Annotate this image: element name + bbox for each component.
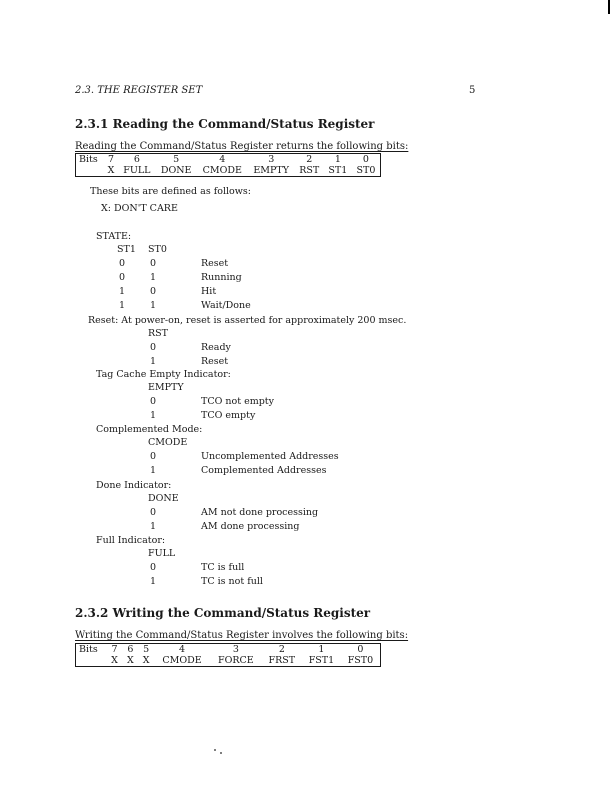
full-description: TC is not full <box>201 576 263 587</box>
reset-field-name: RST <box>148 328 168 339</box>
bit-name: X <box>111 655 118 666</box>
state-description: Wait/Done <box>201 300 251 311</box>
reset-label: Reset: At power-on, reset is asserted for approximately 200 msec. <box>88 315 407 326</box>
writing-intro: Writing the Command/Status Register involves the following bits: <box>75 630 409 641</box>
state-description: Hit <box>201 286 217 297</box>
full-value: 0 <box>150 562 157 573</box>
full-field-name: FULL <box>148 548 176 559</box>
cmode-description: Uncomplemented Addresses <box>201 451 339 462</box>
bit-number: 5 <box>143 644 150 655</box>
state-st0-value: 0 <box>150 258 157 269</box>
bit-name-row <box>76 165 381 177</box>
full-value: 1 <box>150 576 157 587</box>
scan-edge-mark <box>608 0 610 14</box>
bit-name: FST0 <box>347 655 374 666</box>
state-st1-value: 1 <box>119 286 126 297</box>
cmode-label: Complemented Mode: <box>96 424 203 435</box>
bit-name: CMODE <box>162 655 202 666</box>
empty-indicator-label: Tag Cache Empty Indicator: <box>96 369 231 380</box>
state-st1-value: 0 <box>119 258 126 269</box>
bit-number: 4 <box>219 154 226 165</box>
done-value: 1 <box>150 521 157 532</box>
page-number: 5 <box>469 85 476 96</box>
bit-name: ST1 <box>328 165 348 176</box>
bit-number: 2 <box>306 154 313 165</box>
bit-name: X <box>107 165 115 176</box>
bit-number: 4 <box>179 644 186 655</box>
bit-name: X <box>142 655 150 666</box>
scan-speck <box>214 749 216 751</box>
cmode-value: 0 <box>150 451 157 462</box>
bit-number: 1 <box>334 154 341 165</box>
read-bits-table <box>75 153 381 177</box>
reset-description: Reset <box>201 356 229 367</box>
dont-care-text: X: DON'T CARE <box>101 203 178 214</box>
state-col-st0: ST0 <box>148 244 167 255</box>
cmode-field-name: CMODE <box>148 437 188 448</box>
bit-name: FST1 <box>308 655 335 666</box>
bit-number: 7 <box>111 644 118 655</box>
cmode-description: Complemented Addresses <box>201 465 327 476</box>
bits-label: Bits <box>79 154 98 165</box>
bits-defined-text: These bits are defined as follows: <box>90 186 251 197</box>
bit-number: 6 <box>133 154 140 165</box>
bit-number-row <box>76 644 381 656</box>
bit-number: 3 <box>232 644 239 655</box>
empty-value: 1 <box>150 410 157 421</box>
reset-description: Ready <box>201 342 231 353</box>
full-label: Full Indicator: <box>96 535 166 546</box>
bit-name: FRST <box>268 655 296 666</box>
bit-number-row <box>76 154 381 166</box>
write-bits-table <box>75 643 381 667</box>
state-st0-value: 0 <box>150 286 157 297</box>
bit-name: CMODE <box>202 165 242 176</box>
scan-speck <box>220 752 222 754</box>
bit-name: ST0 <box>356 165 376 176</box>
reset-value: 0 <box>150 342 157 353</box>
empty-cell <box>76 655 107 667</box>
done-label: Done Indicator: <box>96 480 172 491</box>
bit-number: 3 <box>268 154 275 165</box>
state-label: STATE: <box>96 231 132 242</box>
cmode-value: 1 <box>150 465 157 476</box>
bits-label: Bits <box>79 644 98 655</box>
full-description: TC is full <box>201 562 245 573</box>
state-description: Running <box>201 272 242 283</box>
running-header: 2.3. THE REGISTER SET <box>75 85 203 96</box>
state-st0-value: 1 <box>150 272 157 283</box>
bit-number: 0 <box>357 644 364 655</box>
bit-number: 6 <box>127 644 134 655</box>
state-col-st1: ST1 <box>117 244 136 255</box>
bit-number: 7 <box>108 154 115 165</box>
bit-name: DONE <box>160 165 192 176</box>
bit-number: 5 <box>173 154 180 165</box>
bit-number: 0 <box>362 154 369 165</box>
bit-name: X <box>126 655 134 666</box>
done-description: AM done processing <box>201 521 300 532</box>
done-field-name: DONE <box>148 493 179 504</box>
done-description: AM not done processing <box>201 507 319 518</box>
reading-intro: Reading the Command/Status Register returns the following bits: <box>75 141 409 152</box>
bit-number: 2 <box>278 644 285 655</box>
state-description: Reset <box>201 258 229 269</box>
state-st1-value: 1 <box>119 300 126 311</box>
bit-name: RST <box>299 165 320 176</box>
reset-value: 1 <box>150 356 157 367</box>
empty-value: 0 <box>150 396 157 407</box>
section-title-reading: 2.3.1 Reading the Command/Status Register <box>75 117 375 131</box>
bit-name: EMPTY <box>253 165 290 176</box>
bit-name: FULL <box>123 165 151 176</box>
state-st0-value: 1 <box>150 300 157 311</box>
empty-description: TCO not empty <box>201 396 274 407</box>
done-value: 0 <box>150 507 157 518</box>
bit-number: 1 <box>318 644 325 655</box>
section-title-writing: 2.3.2 Writing the Command/Status Register <box>75 606 371 620</box>
bit-name-row <box>76 655 381 667</box>
empty-field-name: EMPTY <box>148 382 184 393</box>
state-st1-value: 0 <box>119 272 126 283</box>
empty-description: TCO empty <box>201 410 256 421</box>
bit-name: FORCE <box>218 655 254 666</box>
empty-cell <box>76 165 104 177</box>
